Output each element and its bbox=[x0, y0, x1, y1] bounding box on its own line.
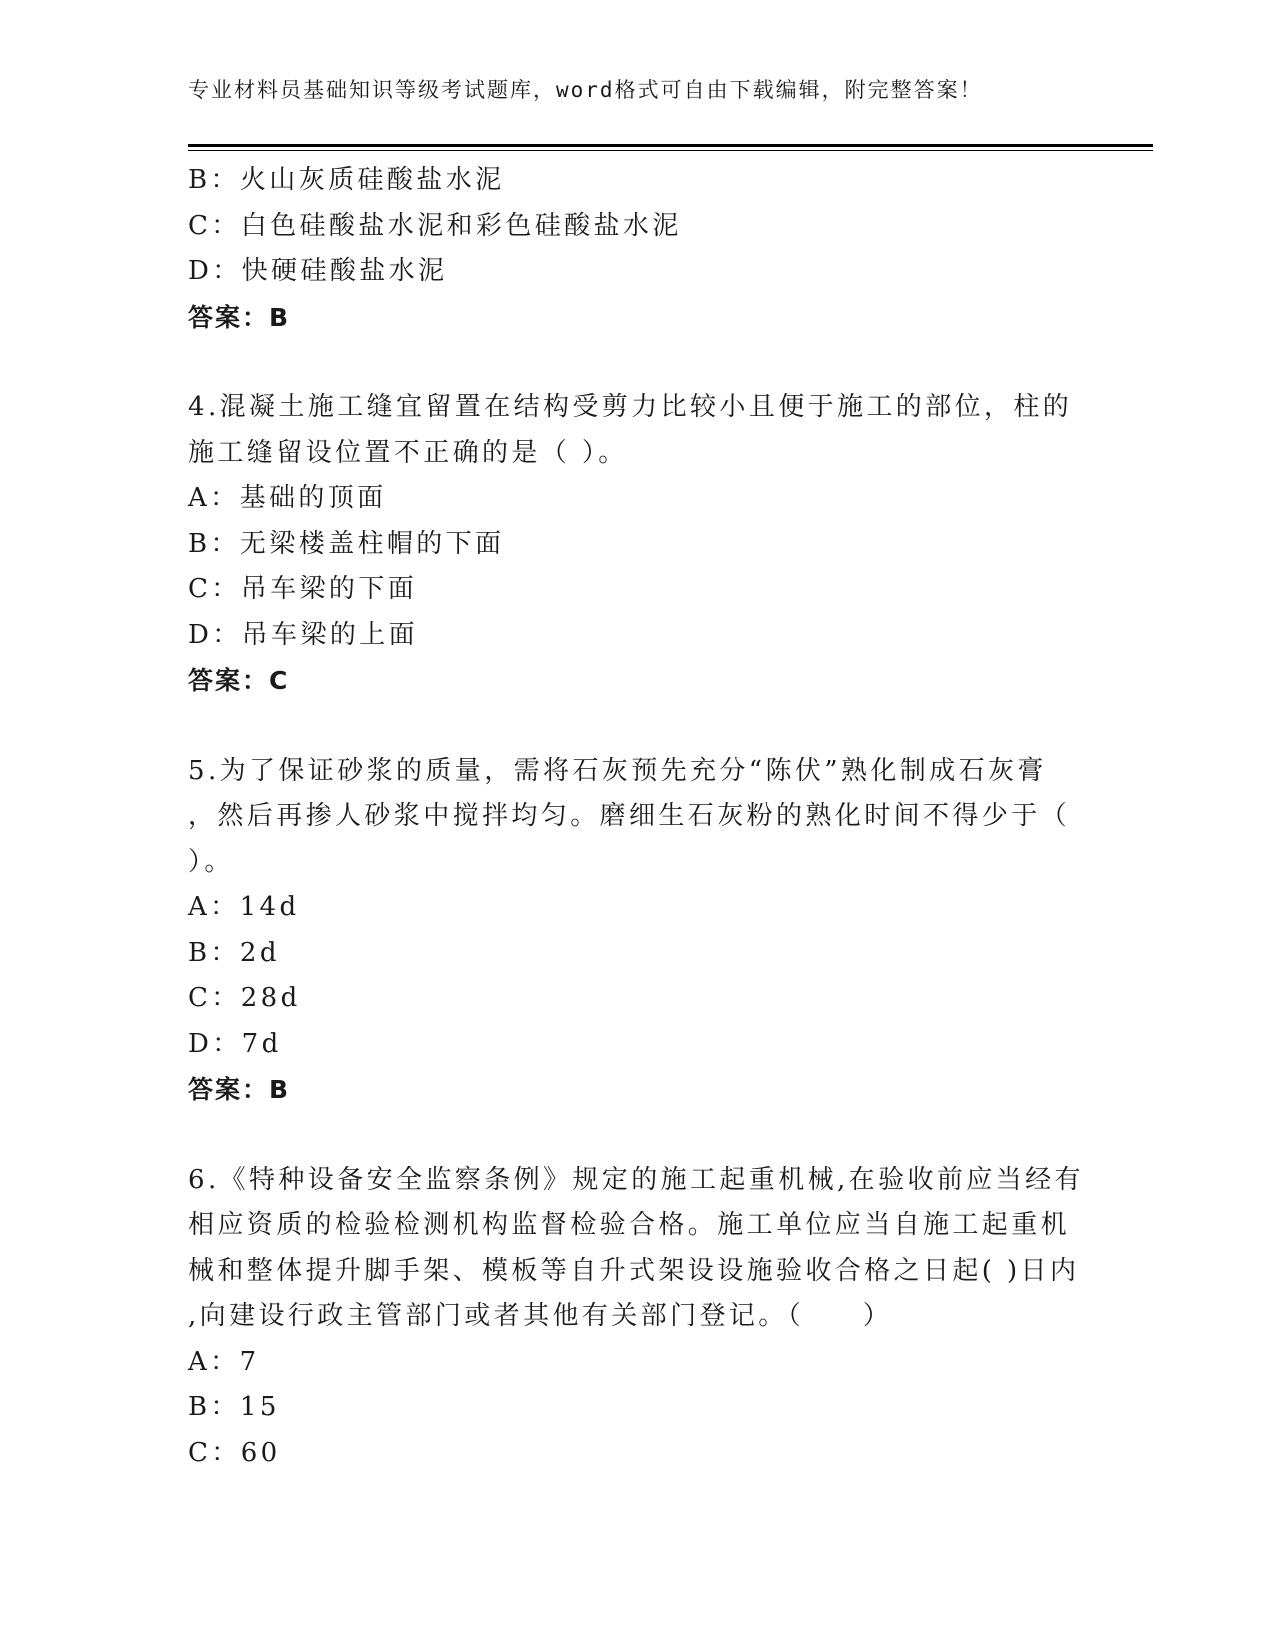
question-4 bbox=[188, 385, 1088, 704]
question-stem: ，然后再掺人砂浆中搅拌均匀。磨细生石灰粉的熟化时间不得少于（ bbox=[188, 801, 1071, 831]
option-a: A：基础的顶面 bbox=[188, 483, 387, 513]
question-stem: 相应资质的检验检测机构监督检验合格。施工单位应当自施工起重机 bbox=[188, 1210, 1071, 1240]
option-c: C：吊车梁的下面 bbox=[188, 574, 418, 604]
header-divider-thick bbox=[188, 144, 1153, 147]
option-c: C：28d bbox=[188, 983, 301, 1013]
question-stem: 5.为了保证砂浆的质量，需将石灰预先充分“陈伏”熟化制成石灰膏 bbox=[188, 755, 1047, 786]
option-b: B：火山灰质硅酸盐水泥 bbox=[188, 165, 505, 195]
question-stem: 6.《特种设备安全监察条例》规定的施工起重机械,在验收前应当经有 bbox=[188, 1164, 1084, 1195]
question-list bbox=[188, 158, 1088, 1476]
option-b: B：15 bbox=[188, 1392, 280, 1422]
spacer bbox=[188, 704, 1088, 749]
answer: 答案：C bbox=[188, 666, 290, 695]
page-header: 专业材料员基础知识等级考试题库，word格式可自由下载编辑，附完整答案！ bbox=[188, 78, 983, 102]
question-stem: ,向建设行政主管部门或者其他有关部门登记。（ ） bbox=[188, 1301, 893, 1331]
option-c: C：白色硅酸盐水泥和彩色硅酸盐水泥 bbox=[188, 210, 682, 241]
question-stem: 施工缝留设位置不正确的是（ ）。 bbox=[188, 437, 628, 468]
question-stem: 械和整体提升脚手架、模板等自升式架设设施验收合格之日起( )日内 bbox=[188, 1255, 1080, 1286]
option-a: A：7 bbox=[188, 1346, 260, 1377]
answer: 答案：B bbox=[188, 1075, 291, 1104]
option-a: A：14d bbox=[188, 892, 300, 922]
spacer bbox=[188, 1113, 1088, 1158]
option-b: B：无梁楼盖柱帽的下面 bbox=[188, 528, 505, 559]
spacer bbox=[188, 340, 1088, 385]
option-c: C：60 bbox=[188, 1437, 281, 1468]
question-6 bbox=[188, 1158, 1088, 1477]
option-d: D：7d bbox=[188, 1028, 282, 1059]
option-d: D：快硬硅酸盐水泥 bbox=[188, 256, 448, 286]
option-b: B：2d bbox=[188, 937, 280, 968]
question-stem: 4.混凝土施工缝宜留置在结构受剪力比较小且便于施工的部位，柱的 bbox=[188, 392, 1073, 422]
question-stem: ）。 bbox=[188, 846, 234, 877]
header-divider-thin bbox=[188, 150, 1153, 151]
answer: 答案：B bbox=[188, 302, 291, 332]
option-d: D：吊车梁的上面 bbox=[188, 619, 419, 650]
question-5 bbox=[188, 749, 1088, 1113]
question-3-tail bbox=[188, 158, 1088, 340]
